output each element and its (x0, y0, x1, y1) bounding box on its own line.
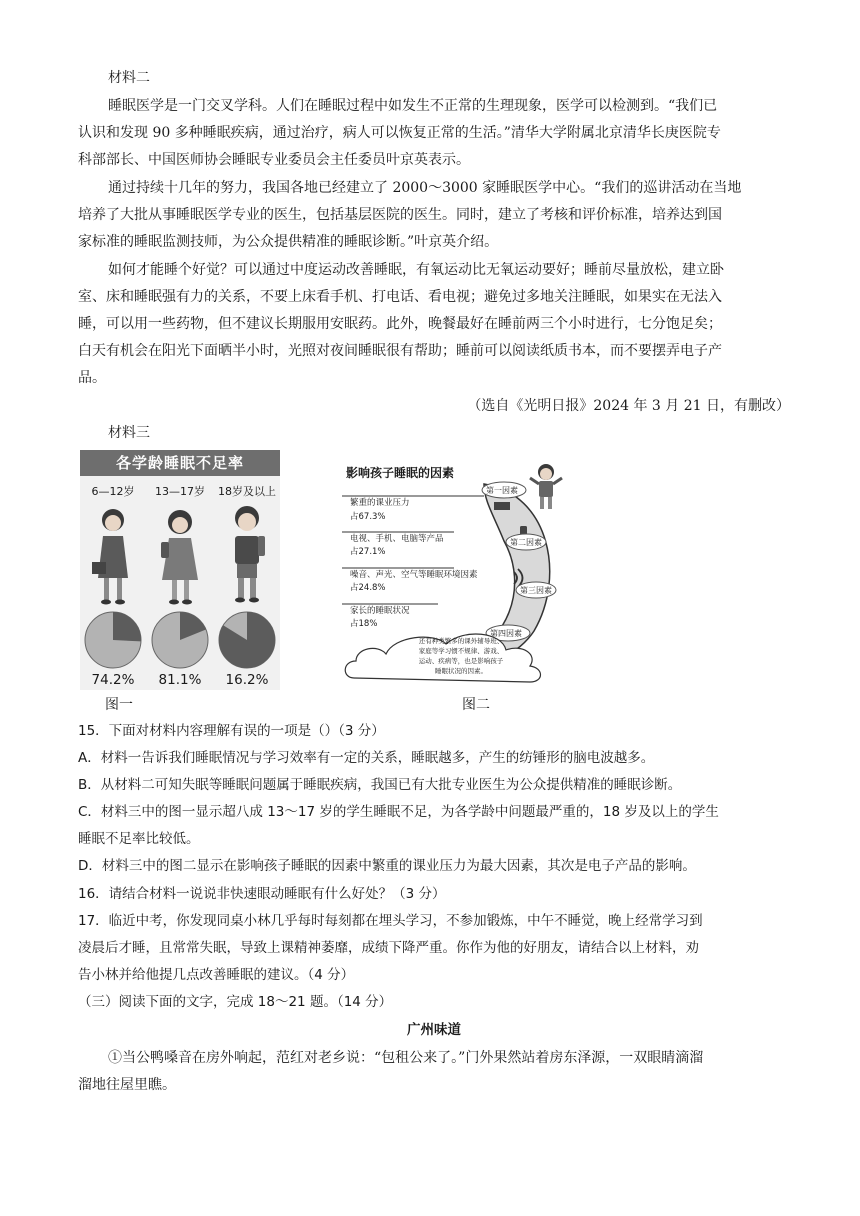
section-3-heading: （三）阅读下面的文字，完成 18～21 题。（14 分） (78, 994, 393, 1010)
child-girl-2-icon (161, 510, 198, 605)
factor-pct: 占24.8% (350, 583, 386, 593)
age-label: 13—17岁 (155, 485, 205, 498)
child-boy-icon (235, 506, 265, 603)
factor-name: 电视、手机、电脑等产品 (350, 534, 444, 544)
child-on-moon-icon (530, 464, 562, 509)
rank-label: 第一因素 (486, 486, 518, 495)
material2-text: 睡，可以用一些药物，但不建议长期服用安眠药。此外，晚餐最好在睡前两三个小时进行，七分饱足矣； (78, 316, 722, 332)
pie-slice (113, 612, 141, 641)
source-citation: （选自《光明日报》2024 年 3 月 21 日，有删改） (467, 398, 790, 414)
question-16: 16．请结合材料一说说非快速眼动睡眠有什么好处？（3 分） (78, 886, 446, 902)
option-c: C．材料三中的图一显示超八成 13～17 岁的学生睡眠不足，为各学龄中问题最严重的，18 岁及以上的学生 (78, 804, 719, 820)
story-text: 溜地往屋里瞧。 (78, 1077, 176, 1093)
pct-label: 16.2% (225, 672, 269, 688)
option-a: A．材料一告诉我们睡眠情况与学习效率有一定的关系，睡眠越多，产生的纺锤形的脑电波越多。 (78, 750, 655, 766)
factor-pct: 占18% (350, 619, 378, 629)
factor-name: 噪音、声光、空气等睡眠环境因素 (350, 570, 478, 580)
material3-heading: 材料三 (108, 425, 150, 441)
figure-1-caption: 图一 (105, 697, 133, 713)
factor-pct: 占67.3% (350, 512, 386, 522)
material2-text: 白天有机会在阳光下面晒半小时，光照对夜间睡眠很有帮助；睡前可以阅读纸质书本，而不要摆弄电子产 (78, 343, 722, 359)
option-b: B．从材料二可知失眠等睡眠问题属于睡眠疾病，我国已有大批专业医生为公众提供精准的睡眠诊断。 (78, 777, 682, 793)
figure-2 (334, 456, 572, 688)
factor-pct: 占27.1% (350, 547, 386, 557)
pct-label: 74.2% (91, 672, 135, 688)
material2-text: 通过持续十几年的努力，我国各地已经建立了 2000～3000 家睡眠医学中心。“我们的巡讲活动在当地 (108, 180, 742, 196)
material2-text: 认识和发现 90 多种睡眠疾病，通过治疗，病人可以恢复正常的生活。”清华大学附属北京清华长庚医院专 (78, 125, 721, 141)
material2-text: 如何才能睡个好觉？可以通过中度运动改善睡眠，有氧运动比无氧运动要好；睡前尽量放松，建立卧 (108, 262, 724, 278)
question-17: 17．临近中考，你发现同桌小林几乎每时每刻都在埋头学习，不参加锻炼，中午不睡觉，晚上经常学习到 (78, 913, 703, 929)
rank-label: 第二因素 (510, 538, 542, 547)
story-title: 广州味道 (407, 1022, 461, 1038)
age-label: 6—12岁 (91, 485, 135, 498)
question-17-cont: 告小林并给他提几点改善睡眠的建议。（4 分） (78, 967, 355, 983)
material2-text: 家标准的睡眠监测技师，为公众提供精准的睡眠诊断。”叶京英介绍。 (78, 234, 499, 250)
rank-label: 第四因素 (490, 629, 522, 638)
factor-name: 繁重的课业压力 (350, 498, 410, 508)
child-girl-1-icon (92, 509, 128, 605)
question-17-cont: 凌晨后才睡，且常常失眠，导致上课精神萎靡，成绩下降严重。你作为他的好朋友，请结合以上材料，劝 (78, 940, 699, 956)
material2-text: 睡眠医学是一门交叉学科。人们在睡眠过程中如发生不正常的生理现象，医学可以检测到。“我们已 (108, 98, 718, 114)
material2-text: 科部部长、中国医师协会睡眠专业委员会主任委员叶京英表示。 (78, 152, 470, 168)
cloud-text: 还有种类繁多的课外辅导班、家庭等学习惯不规律、游戏、运动、疾病等，也是影响孩子睡眠状况的因素。 (418, 637, 504, 675)
figure-1-title: 各学龄睡眠不足率 (80, 450, 280, 476)
material2-text: 品。 (78, 370, 106, 386)
rank-label: 第三因素 (520, 586, 552, 595)
factor-name: 家长的睡眠状况 (350, 606, 410, 616)
material2-text: 室、床和睡眠强有力的关系，不要上床看手机、打电话、看电视；避免过多地关注睡眠，如果实在无法入 (78, 289, 722, 305)
option-d: D．材料三中的图二显示在影响孩子睡眠的因素中繁重的课业压力为最大因素，其次是电子产品的影响。 (78, 858, 696, 874)
figure-2-caption: 图二 (462, 697, 490, 713)
figure-1-illustration (80, 450, 280, 690)
story-text: ①当公鸭嗓音在房外响起，范红对老乡说：“包租公来了。”门外果然站着房东泽源，一双眼睛滴溜 (108, 1050, 704, 1066)
age-label: 18岁及以上 (218, 485, 276, 498)
pct-label: 81.1% (158, 672, 202, 688)
material2-heading: 材料二 (108, 70, 150, 86)
figure-2-title: 影响孩子睡眠的因素 (346, 466, 455, 480)
figure-1 (80, 450, 280, 690)
material2-text: 培养了大批从事睡眠医学专业的医生，包括基层医院的医生。同时，建立了考核和评价标准，培养达到国 (78, 207, 722, 223)
option-c-cont: 睡眠不足率比较低。 (78, 831, 200, 847)
desk-icon (494, 502, 510, 510)
question-15: 15．下面对材料内容理解有误的一项是（）（3 分） (78, 723, 385, 739)
